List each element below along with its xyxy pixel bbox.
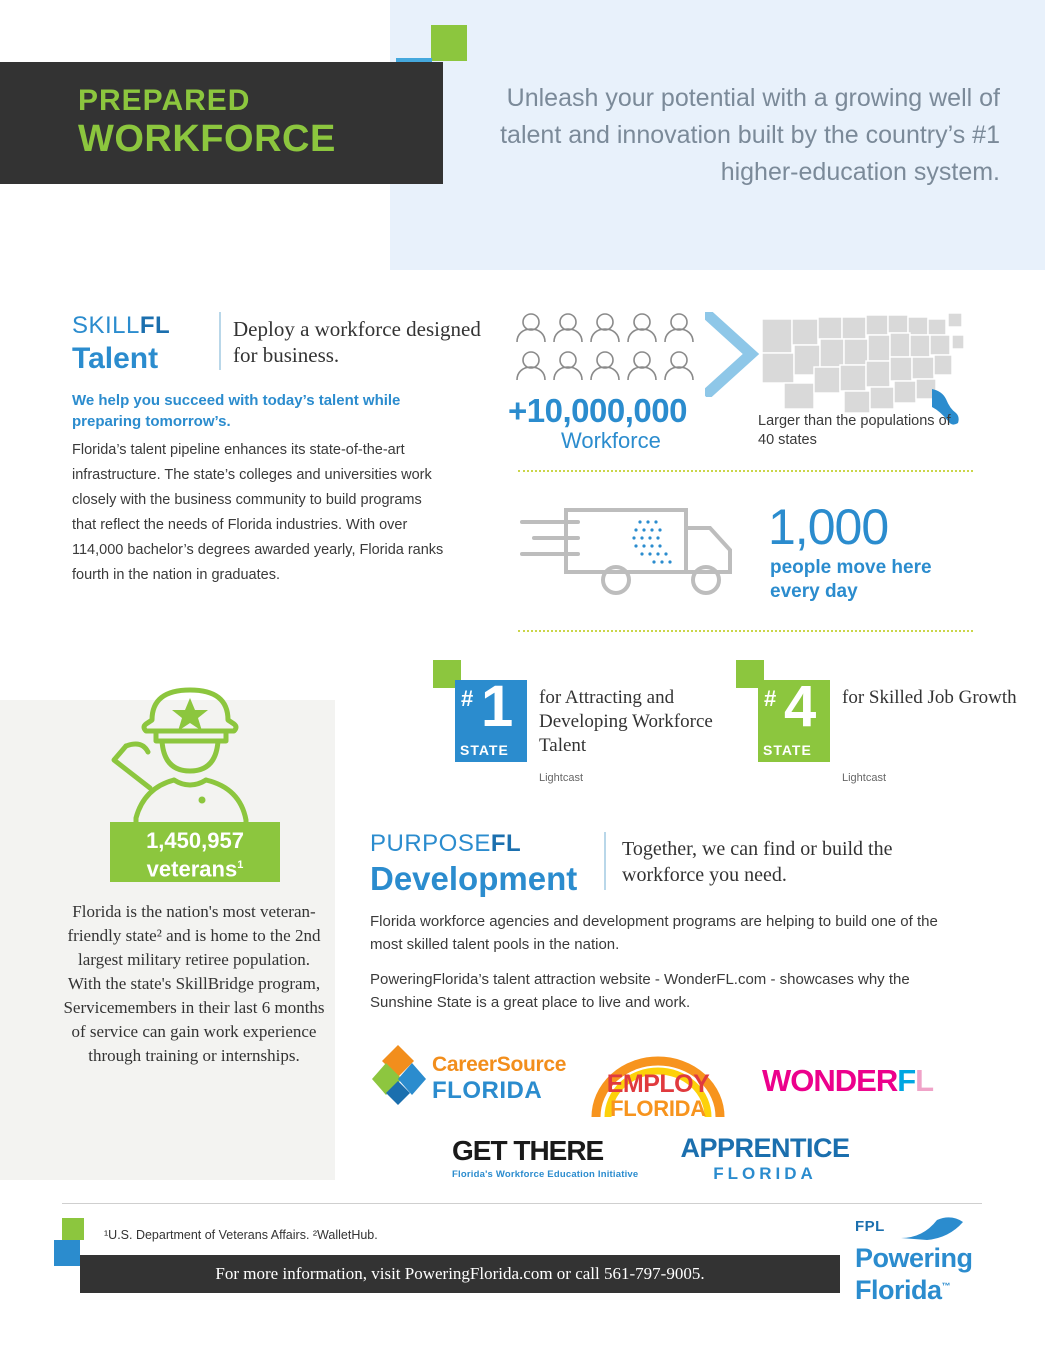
get-there-wordmark (452, 1135, 638, 1167)
get-there-text: GET THERE (452, 1135, 604, 1166)
employ-line2: FLORIDA (610, 1096, 706, 1121)
movers-stat-label: people move here every day (770, 557, 932, 602)
chevron-right-icon (705, 312, 760, 402)
get-there-tagline: Florida's Workforce Education Initiative (452, 1169, 639, 1180)
wonderfl-part1: WONDER (762, 1063, 898, 1098)
employ-florida-logo[interactable] (588, 1043, 728, 1123)
fpl-powering-florida-logo[interactable] (855, 1218, 995, 1304)
purposefl-paragraph-1: Florida workforce agencies and development programs are helping to build one of the most skilled talent pools in the nation. (370, 913, 938, 953)
header-subtitle: Unleash your potential with a growing well of talent and innovation built by the country’s #1 higher-education system. (500, 84, 1000, 186)
skillfl-heading (72, 312, 222, 376)
veterans-footnote-marker: 1 (237, 859, 244, 871)
skillfl-divider (219, 312, 221, 370)
rank-number: 1 (481, 674, 514, 739)
purposefl-paragraph-2: PoweringFlorida’s talent attraction website - WonderFL.com - showcases why the Sunshine State is a great place to live and work. (370, 971, 910, 1011)
fpl-swoosh-icon (897, 1216, 967, 1242)
fpl-trademark: ™ (941, 1281, 951, 1291)
rank-source: Lightcast (842, 772, 887, 784)
wonderfl-part2: F (897, 1063, 916, 1098)
rank-state-word: STATE (763, 742, 812, 758)
veterans-count-badge (110, 822, 280, 882)
rank-label: for Attracting and Developing Workforce Talent (539, 687, 713, 756)
purposefl-divider (604, 832, 606, 890)
skillfl-body: Florida’s talent pipeline enhances its state-of-the-art infrastructure. The state’s colleges and universities work closely with the business community to build programs that reflect the needs of Florida industries. With over 114,000 bachelor’s degrees awarded yearly, Florida ranks fourth in the nation in graduates. (72, 442, 444, 583)
footer-divider (62, 1203, 982, 1204)
purposefl-kicker-plain: PURPOSE (370, 830, 491, 857)
veterans-word-text: veterans (146, 856, 238, 882)
purposefl-kicker (370, 830, 577, 858)
purposefl-title: Development (370, 860, 578, 897)
skillfl-title: Talent (72, 342, 159, 375)
page-title-line1: PREPARED (78, 84, 251, 117)
fpl-tag: FPL (855, 1218, 885, 1235)
rank-badge-1 (455, 674, 713, 784)
careersource-name: CareerSource (432, 1053, 567, 1076)
rank-hash: # (764, 686, 777, 711)
apprentice-line1: APPRENTICE (680, 1133, 850, 1163)
rank-state-word: STATE (460, 742, 509, 758)
get-there-logo[interactable] (452, 1135, 638, 1180)
footer-cta-bar (80, 1255, 840, 1293)
divider-dotted-1 (518, 470, 973, 472)
skillfl-tagline: Deploy a workforce designed for business. (233, 317, 481, 367)
fpl-line2-text: Florida (855, 1275, 942, 1305)
veterans-word (110, 853, 280, 881)
people-icons (512, 308, 702, 384)
page-title-line2: WORKFORCE (78, 118, 336, 160)
fpl-line1: Powering (855, 1243, 973, 1273)
workforce-stat-value: +10,000,000 (508, 392, 687, 429)
careersource-florida-logo[interactable] (370, 1043, 567, 1110)
movers-stat-value: 1,000 (768, 499, 889, 555)
purposefl-tagline: Together, we can find or build the workforce you need. (622, 838, 893, 886)
footer-cta-text: For more information, visit PoweringFlorida.com or call 561-797-9005. (215, 1264, 705, 1283)
wonderfl-logo[interactable] (762, 1063, 933, 1099)
veterans-count: 1,450,957 (146, 828, 244, 853)
rank-box (455, 674, 527, 762)
footnotes: ¹U.S. Department of Veterans Affairs. ²WalletHub. (104, 1228, 378, 1242)
partner-logos (370, 1035, 980, 1185)
employ-line1: EMPLOY (606, 1070, 710, 1098)
purposefl-kicker-bold: FL (490, 830, 522, 857)
rank-label: for Skilled Job Growth (842, 687, 1017, 708)
divider-dotted-2 (518, 630, 973, 632)
skillfl-lead: We help you succeed with today’s talent while preparing tomorrow’s. (72, 392, 401, 430)
moving-truck-icon (520, 492, 750, 617)
apprentice-florida-logo[interactable] (670, 1133, 860, 1184)
decorative-green-square (62, 1218, 84, 1240)
apprentice-line2: FLORIDA (713, 1164, 817, 1183)
rank-source: Lightcast (539, 772, 584, 784)
fpl-line2 (855, 1272, 995, 1304)
careersource-wordmark (432, 1053, 566, 1105)
skillfl-kicker-bold: FL (139, 312, 171, 339)
careersource-state: FLORIDA (432, 1077, 543, 1104)
employ-florida-wordmark (588, 1071, 728, 1121)
wonderfl-part3: L (915, 1063, 934, 1098)
skillfl-kicker-plain: SKILL (72, 312, 140, 339)
rank-box (758, 674, 830, 762)
rank-badge-2 (758, 674, 1017, 784)
decorative-green-square (431, 25, 467, 61)
decorative-blue-square (54, 1240, 80, 1266)
workforce-stat-note: Larger than the populations of 40 states (758, 413, 951, 448)
workforce-stat-label: Workforce (561, 428, 661, 453)
rank-hash: # (461, 686, 474, 711)
veterans-body: Florida is the nation's most veteran-friendly state² and is home to the 2nd largest military retiree population. With the state's SkillBridge program, Servicemembers in their last 6 months of service can gain work experience through training or internships. (63, 902, 325, 1065)
purposefl-heading (370, 830, 577, 898)
skillfl-kicker (72, 312, 222, 340)
rank-number: 4 (784, 674, 817, 739)
